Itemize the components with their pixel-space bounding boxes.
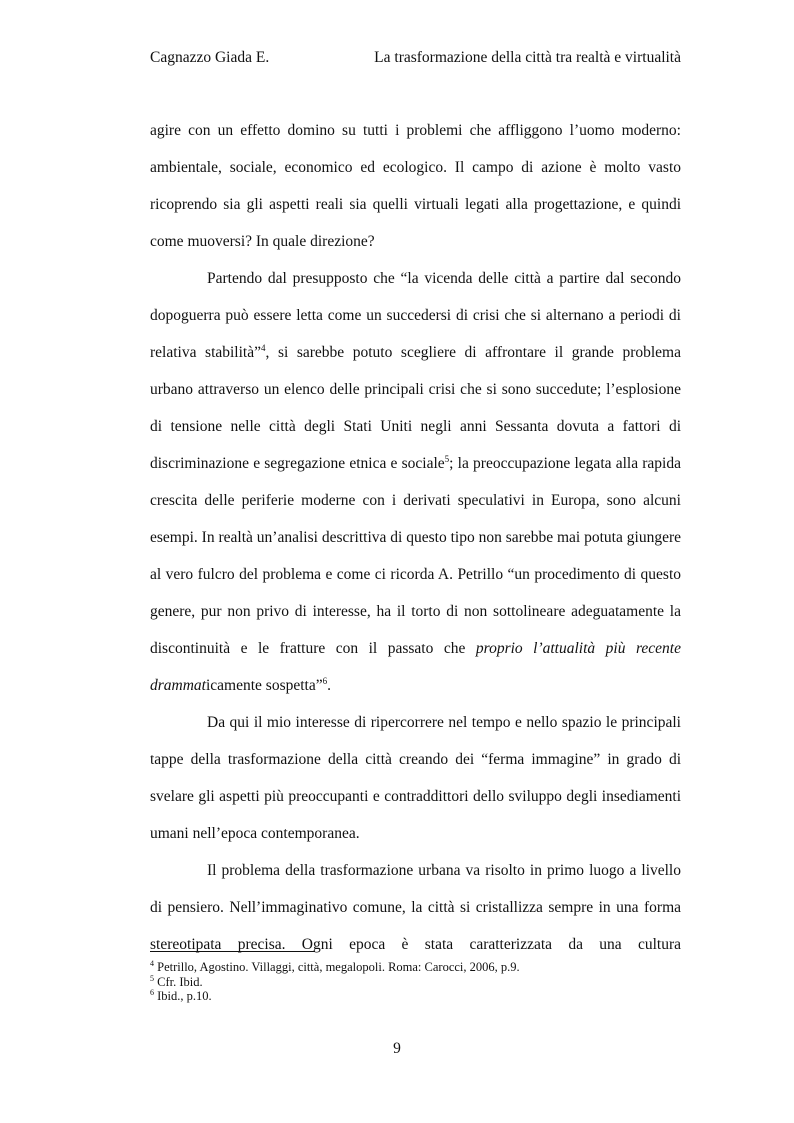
running-header [150,49,681,71]
footnote-reference: 4 [261,342,266,353]
text-segment: Partendo dal presupposto che “la vicenda delle città a partire dal secondo dopoguerra può essere letta come un succedersi di crisi che si alternano a periodi di relativa stabilità” [150,270,681,361]
footnote-reference: 5 [444,453,450,464]
footnote-5 [150,975,681,990]
footnote-reference: 6 [322,675,328,686]
footnote-6 [150,989,681,1004]
text-segment: Da qui il mio interesse di ripercorrere nel tempo e nello spazio le principali tappe della trasformazione della città creando dei “ferma immagine” in grado di svelare gli aspetti più preoccupanti e contraddittori dello sviluppo degli insediamenti umani nell’epoca contemporanea. [150,714,681,842]
footnote-text: Petrillo, Agostino. Villaggi, città, megalopoli. Roma: Carocci, 2006, p.9. [154,960,520,974]
page-number: 9 [393,1040,401,1057]
paragraph-4 [150,852,681,963]
text-segment: ; la preoccupazione legata alla rapida crescita delle periferie moderne con i derivati speculativi in Europa, sono alcuni esempi. In realtà un’analisi descrittiva di questo tipo non sarebbe mai potuta giungere al vero fulcro del problema e come ci ricorda A. Petrillo “un procedimento di questo genere, pur non privo di interesse, ha il torto di non sottolineare adeguatamente la discontinuità e le fratture con il passato che [150,455,681,657]
footnote-marker: 4 [150,958,154,968]
paragraph-1 [150,112,681,260]
text-segment: , si sarebbe potuto scegliere di affrontare il grande problema urbano attraverso un elenco delle principali crisi che si sono succedute; l’esplosione di tensione nelle città degli Stati Uniti negli anni Sessanta dovuta a fattori di discriminazione e segregazione etnica e sociale [150,344,681,472]
footnote-separator [150,951,315,952]
header-author: Cagnazzo Giada E. [150,49,270,66]
text-segment: . [327,677,331,694]
body-text [150,112,681,963]
text-segment: Il problema della trasformazione urbana va risolto in primo luogo a livello di pensiero. Nell’immaginativo comune, la città si cristallizza sempre in una forma stereotipata precisa. Ogni epoca è stata caratterizzata da una cultura [150,862,681,953]
footnote-4 [150,960,681,975]
paragraph-2 [150,260,681,704]
footnotes [150,960,681,1004]
text-segment: icamente sospetta” [205,677,323,694]
footnote-text: Ibid., p.10. [154,989,212,1003]
italic-text: proprio l’attualità più recente drammat [150,640,681,694]
footnote-text: Cfr. Ibid. [154,974,203,989]
header-title: La trasformazione della città tra realtà e virtualità [374,49,681,66]
footnote-marker: 5 [150,973,154,983]
text-segment: agire con un effetto domino su tutti i problemi che affliggono l’uomo moderno: ambientale, sociale, economico ed ecologico. Il campo di azione è molto vasto ricoprendo sia gli aspetti reali sia quelli virtuali legati alla progettazione, e quindi come muoversi? In quale direzione? [150,122,681,250]
paragraph-3 [150,704,681,852]
footnote-marker: 6 [150,987,154,997]
